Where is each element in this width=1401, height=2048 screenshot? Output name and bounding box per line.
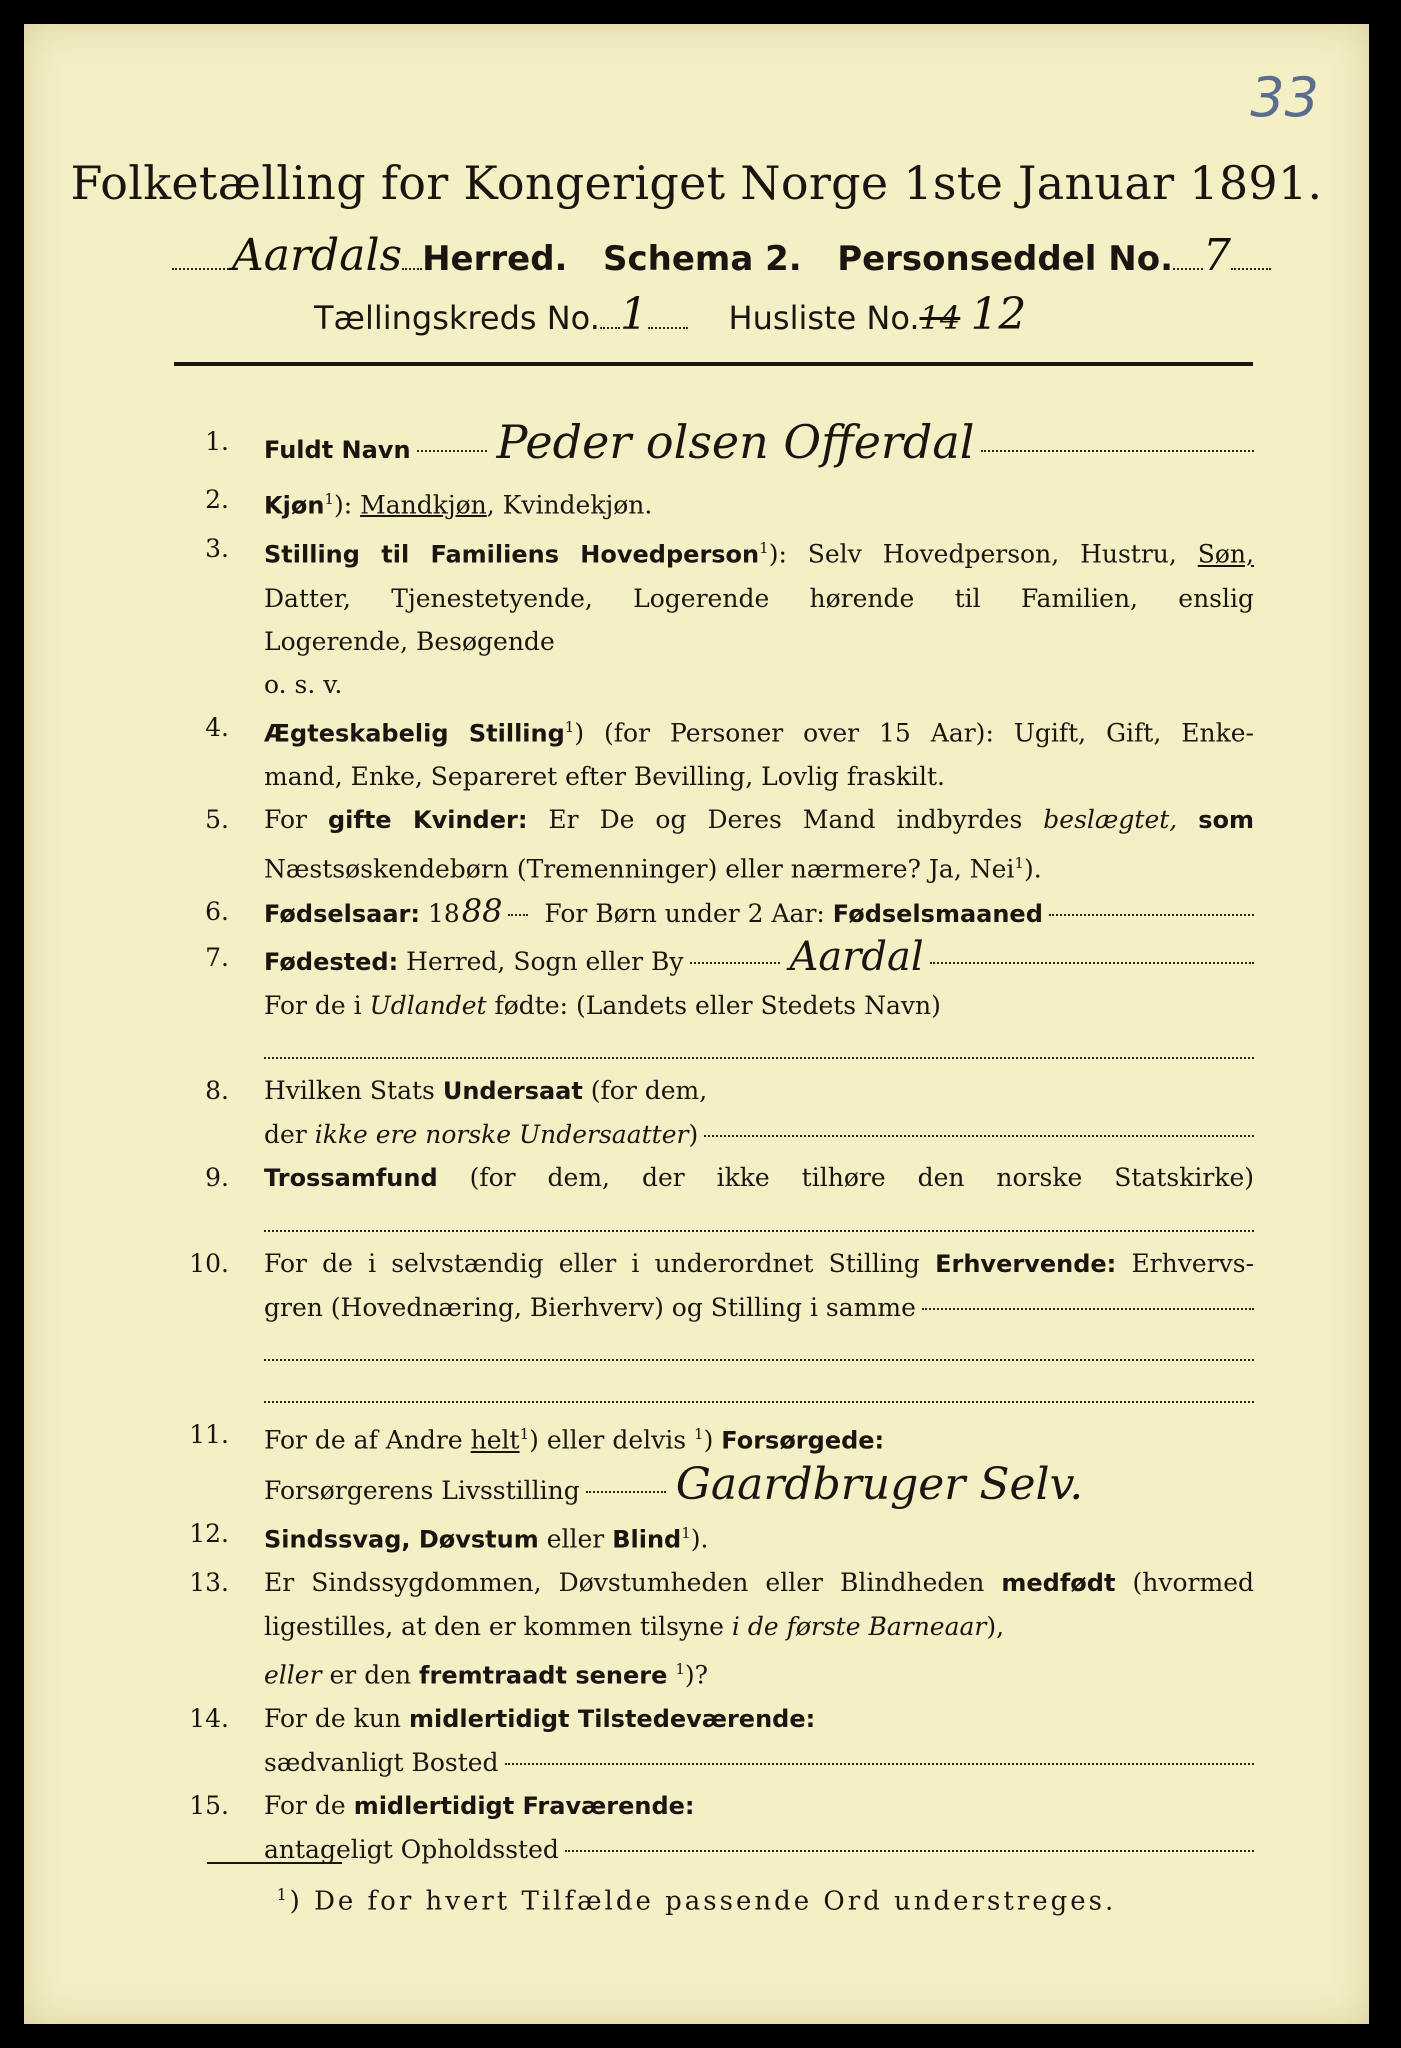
item-disabilities: 12. Sindssvag, Døvstum eller Blind$^1$). <box>189 1518 709 1553</box>
dependent-selected: helt <box>470 1425 520 1455</box>
question-list <box>174 414 1254 1871</box>
item-temporary-absent: 15. For de midlertidigt Fraværende: antageligt Opholdssted <box>174 1784 1254 1871</box>
kreds-value: 1 <box>619 289 648 340</box>
item-dependents: 11. For de af Andre helt$^1$) eller delvis $^1$) Forsørgede: Forsørgerens Livsstilling Gaardbruger Selv. <box>189 1420 1084 1510</box>
personseddel-value: 7 <box>1203 230 1231 281</box>
kreds-label: Tællingskreds No. <box>314 299 600 337</box>
kreds-line <box>314 289 1269 345</box>
item-citizenship: 8. Hvilken Stats Undersaat (for dem, der ikke ere norske Undersaatter ) <box>174 1069 1254 1156</box>
schema-label: Schema 2. <box>602 239 802 279</box>
item-religion: 9. Trossamfund (for dem, der ikke tilhøre den norske Statskirke) <box>174 1156 1254 1232</box>
birth-year-value: 88 <box>461 892 503 931</box>
full-name-value: Peder olsen Offerdal <box>496 415 975 469</box>
item-congenital: 13. Er Sindssygdommen, Døvstumheden eller Blindheden medfødt (hvormed ligestilles, at den er kommen tilsyne i de første Barneaar), eller er den fremtraadt senere $^1$)? <box>189 1567 1254 1690</box>
item-family-position: 3. Stilling til Familiens Hovedperson$^1$): Selv Hovedperson, Hustru, Søn, Datter, Tjenestetyende, Logerende hørende til Familien, enslig Logerende, Besøgende o. s. v. <box>205 534 1254 699</box>
item-birth-year: 6. Fødselsaar: 18 88 For Børn under 2 Aar: Fødselsmaaned <box>174 890 1254 936</box>
gender-selected: Mandkjøn <box>360 490 487 520</box>
item-occupation: 10. For de i selvstændig eller i underordnet Stilling Erhvervende: Erhvervs- gren (Hovednæring, Bierhverv) og Stilling i samme <box>174 1242 1254 1403</box>
census-form-page <box>24 24 1369 2024</box>
husliste-value: 12 <box>970 289 1027 340</box>
item-married-women: 5. For gifte Kvinder: Er De og Deres Mand indbyrdes beslægtet, som Næstsøskendebørn (Tremenninger) eller nærmere? Ja, Nei$^1$). <box>205 804 1255 884</box>
page-number: 33 <box>1250 66 1319 129</box>
header-rule <box>174 362 1253 366</box>
item-full-name: 1. Fuldt Navn Peder olsen Offerdal <box>174 414 1254 478</box>
family-position-selected: Søn, <box>1197 539 1254 569</box>
item-temporary-present: 14. For de kun midlertidigt Tilstedeværende: sædvanligt Bosted <box>174 1697 1254 1784</box>
footnote: $^1$) De for hvert Tilfælde passende Ord understreges. <box>276 1886 1117 1917</box>
husliste-label: Husliste No. <box>728 299 920 337</box>
husliste-struck-value: 14 <box>919 299 961 337</box>
item-birthplace: 7. Fødested: Herred, Sogn eller By Aardal For de i Udlandet fødte: (Landets eller Stedets Navn) <box>174 936 1254 1059</box>
form-title: Folketælling for Kongeriget Norge 1ste Januar 1891. <box>70 156 1323 210</box>
herred-value: Aardals <box>232 230 403 281</box>
provider-occupation-value: Gaardbruger Selv. <box>675 1458 1084 1510</box>
herred-line <box>172 230 1279 286</box>
footnote-rule <box>207 1862 342 1864</box>
birthplace-value: Aardal <box>789 934 924 981</box>
item-marital-status: 4. Ægteskabelig Stilling$^1$) (for Personer over 15 Aar): Ugift, Gift, Enke- mand, Enke, Separeret efter Bevilling, Lovlig fraskilt. <box>205 712 1254 791</box>
herred-label: Herred. <box>422 239 568 279</box>
item-gender: 2. Kjøn$^1$): Mandkjøn, Kvindekjøn. <box>205 485 653 520</box>
personseddel-label: Personseddel No. <box>837 239 1173 279</box>
